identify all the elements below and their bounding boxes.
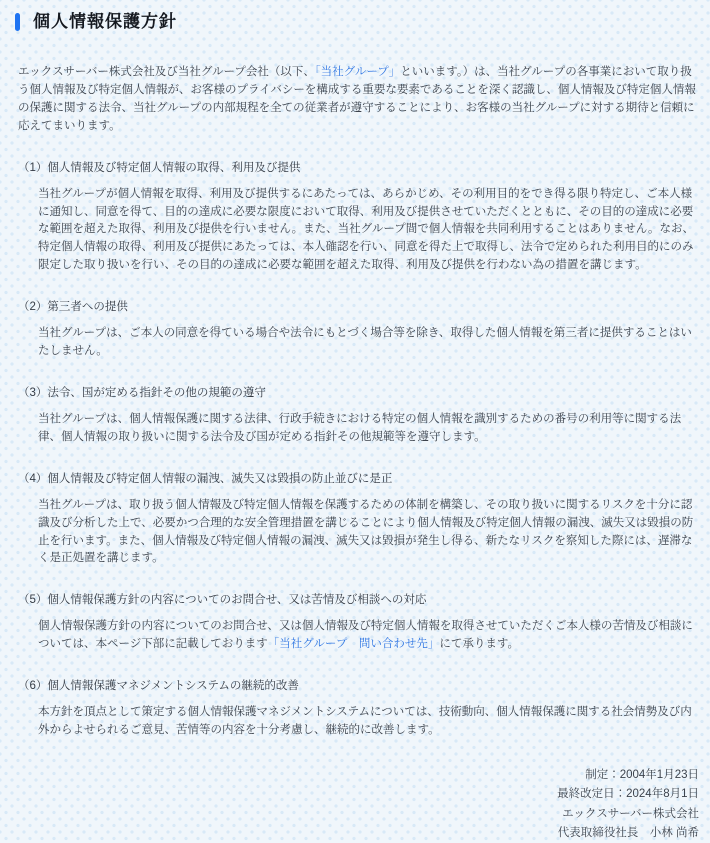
page-header <box>0 0 710 35</box>
enacted-date: 制定：2004年1月23日 <box>585 768 699 781</box>
section-2-body: 当社グループは、ご本人の同意を得ている場合や法令にもとづく場合等を除き、取得した個人情報を第三者に提供することはいたしません。 <box>38 327 692 357</box>
section-4-heading: （4）個人情報及び特定個人情報の漏洩、滅失又は毀損の防止並びに是正 <box>18 472 393 485</box>
title-accent-bar-icon <box>15 13 20 31</box>
section-3-heading: （3）法令、国が定める指針その他の規範の遵守 <box>18 386 266 399</box>
page-title: 個人情報保護方針 <box>33 12 177 31</box>
policy-section-5 <box>18 592 698 654</box>
policy-section-3 <box>18 385 698 447</box>
intro-text-after: といいます。）は、当社グループの各事業において取り扱う個人情報及び特定個人情報が、お客様のプライバシーを構成する重要な要素であることを深く認識し、個人情報及び特定個人情報の保護に関する法令、当社グループの内部規程を全ての従業者が遵守することにより、お客様の当社グループに対する期待と信頼に応えてまいります。 <box>18 66 696 132</box>
company-name: エックスサーバー株式会社 <box>562 807 699 820</box>
intro-text-before: エックスサーバー株式会社及び当社グループ会社（以下、 <box>18 66 315 79</box>
section-4-body: 当社グループは、取り扱う個人情報及び特定個人情報を保護するための体制を構築し、その取り扱いに関するリスクを十分に認識及び分析した上で、必要かつ合理的な安全管理措置を講じることにより個人情報及び特定個人情報の漏洩、滅失又は毀損の防止を行います。また、個人情報及び特定個人情報の漏洩、滅失又は毀損が発生し得る、新たなリスクを察知した際には、遅滞なく是正処置を講じます。 <box>38 498 694 565</box>
policy-section-4 <box>18 471 698 569</box>
section-1-heading: （1）個人情報及び特定個人情報の取得、利用及び提供 <box>18 161 301 174</box>
page-footer <box>0 766 699 843</box>
section-2-heading: （2）第三者への提供 <box>18 300 128 313</box>
last-revised-date: 最終改定日：2024年8月1日 <box>557 788 699 801</box>
section-1-body: 当社グループが個人情報を取得、利用及び提供するにあたっては、あらかじめ、その利用目的をでき得る限り特定し、ご本人様に通知し、同意を得て、目的の達成に必要な限度において取得、利用及び提供させていただくとともに、その目的の達成に必要な範囲を超えた取得、利用及び提供を行いません。また、当社グループ間で個人情報を共同利用することはありません。なお、特定個人情報の取得、利用及び提供にあたっては、本人確認を行い、同意を得た上で取得し、法令で定められた利用目的にのみ限定した取り扱いを行い、その目的の達成に必要な範囲を超えた取得、利用及び提供を行わない為の措置を講じます。 <box>38 187 694 272</box>
section-5-text-after: にて承ります。 <box>439 638 519 651</box>
policy-section-6 <box>18 678 698 740</box>
policy-section-1 <box>18 160 698 275</box>
contact-link[interactable]: 「当社グループ 問い合わせ先」 <box>267 638 440 651</box>
section-5-heading: （5）個人情報保護方針の内容についてのお問合せ、又は苦情及び相談への対応 <box>18 594 427 607</box>
representative-name: 代表取締役社長 小林 尚希 <box>557 826 699 839</box>
group-companies-link[interactable]: 「当社グループ」 <box>314 66 401 79</box>
section-6-heading: （6）個人情報保護マネジメントシステムの継続的改善 <box>18 680 299 693</box>
section-3-body: 当社グループは、個人情報保護に関する法律、行政手続きにおける特定の個人情報を識別するための番号の利用等に関する法律、個人情報の取り扱いに関する法令及び国が定める指針その他規範等を遵守します。 <box>38 413 682 443</box>
section-5-text-before: 個人情報保護方針の内容についてのお問合せ、又は個人情報及び特定個人情報を取得させていただくご本人様の苦情及び相談については、本ページ下部に記載しております <box>38 620 693 651</box>
intro-paragraph <box>18 64 698 135</box>
section-6-body: 本方針を頂点として策定する個人情報保護マネジメントシステムについては、技術動向、個人情報保護に関する社会情勢及び内外からよせられるご意見、苦情等の内容を十分考慮し、継続的に改善します。 <box>38 706 692 737</box>
policy-section-2 <box>18 299 698 361</box>
section-5-body <box>38 618 698 654</box>
